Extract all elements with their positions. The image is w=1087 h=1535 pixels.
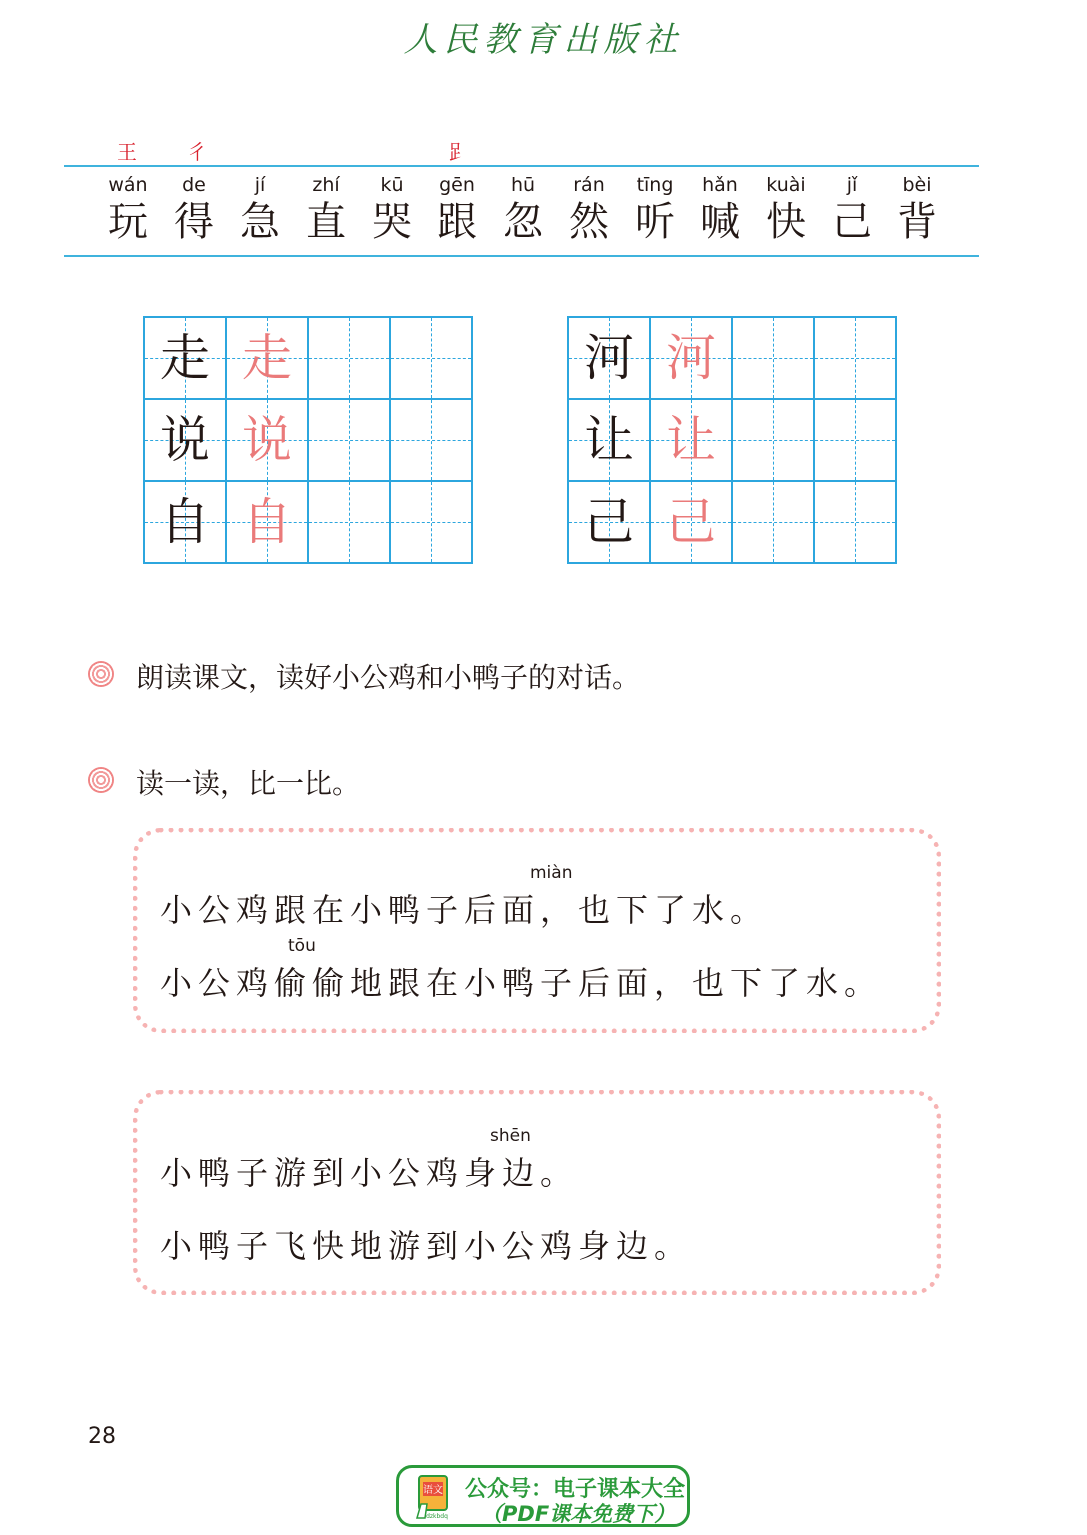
banner-line-1: 公众号：电子课本大全 bbox=[465, 1477, 686, 1502]
pinyin-annotation: miàn bbox=[530, 863, 573, 883]
instruction-read-aloud: 朗读课文，读好小公鸡和小鸭子的对话。 bbox=[136, 661, 641, 694]
grid-cell-blank[interactable] bbox=[390, 481, 472, 563]
grid-cell-trace: 说 bbox=[226, 399, 308, 481]
grid-cell-trace: 让 bbox=[650, 399, 732, 481]
radical-chi: 彳 bbox=[187, 140, 207, 164]
word-item: zhí 直 bbox=[306, 174, 346, 245]
svg-text:语文: 语文 bbox=[423, 1485, 443, 1496]
footer-banner[interactable] bbox=[396, 1465, 690, 1527]
grid-cell-blank[interactable] bbox=[308, 399, 390, 481]
grid-cell-blank[interactable] bbox=[390, 317, 472, 399]
word-list-top-line bbox=[64, 165, 979, 167]
grid-cell-model: 己 bbox=[568, 481, 650, 563]
grid-cell-trace: 自 bbox=[226, 481, 308, 563]
word-item: wán 玩 bbox=[108, 174, 148, 245]
word-item: jǐ 己 bbox=[832, 174, 872, 245]
grid-cell-blank[interactable] bbox=[814, 481, 896, 563]
pinyin-annotation: shēn bbox=[490, 1126, 531, 1146]
grid-cell-blank[interactable] bbox=[814, 317, 896, 399]
instruction-compare: 读一读，比一比。 bbox=[136, 767, 361, 800]
publisher-title: 人民教育出版社 bbox=[403, 20, 684, 60]
word-item: de 得 bbox=[174, 174, 214, 245]
word-item: tīng 听 bbox=[635, 174, 675, 245]
writing-grid-left bbox=[143, 316, 473, 564]
grid-cell-blank[interactable] bbox=[814, 399, 896, 481]
grid-cell-blank[interactable] bbox=[390, 399, 472, 481]
svg-text:dzkbdq: dzkbdq bbox=[426, 1513, 448, 1520]
book-icon bbox=[413, 1474, 453, 1520]
grid-cell-blank[interactable] bbox=[732, 481, 814, 563]
word-item: hū 忽 bbox=[503, 174, 543, 245]
page-number: 28 bbox=[88, 1424, 116, 1449]
grid-cell-model: 让 bbox=[568, 399, 650, 481]
word-item: jí 急 bbox=[240, 174, 280, 245]
banner-line-2: （PDF课本免费下） bbox=[481, 1502, 676, 1526]
compare-sentence: 小鸭子游到小公鸡身边。 bbox=[160, 1154, 579, 1192]
word-item: bèi 背 bbox=[897, 174, 937, 245]
grid-cell-model: 河 bbox=[568, 317, 650, 399]
compare-sentence: 小鸭子飞快地游到小公鸡身边。 bbox=[160, 1227, 693, 1265]
word-item: hǎn 喊 bbox=[700, 174, 740, 245]
grid-cell-blank[interactable] bbox=[308, 481, 390, 563]
word-item: gēn 跟 bbox=[437, 174, 477, 245]
writing-grid-right bbox=[567, 316, 897, 564]
grid-cell-trace: 河 bbox=[650, 317, 732, 399]
bullet-icon bbox=[88, 661, 114, 687]
grid-cell-blank[interactable] bbox=[732, 317, 814, 399]
grid-cell-model: 走 bbox=[144, 317, 226, 399]
word-item: kuài 快 bbox=[766, 174, 806, 245]
word-item: rán 然 bbox=[569, 174, 609, 245]
compare-sentence: 小公鸡偷偷地跟在小鸭子后面，也下了水。 bbox=[160, 964, 883, 1002]
grid-cell-trace: 己 bbox=[650, 481, 732, 563]
grid-cell-blank[interactable] bbox=[732, 399, 814, 481]
pinyin-annotation: tōu bbox=[288, 936, 316, 956]
grid-cell-model: 自 bbox=[144, 481, 226, 563]
word-item: kū 哭 bbox=[372, 174, 412, 245]
grid-cell-trace: 走 bbox=[226, 317, 308, 399]
radical-wang: 王 bbox=[117, 140, 137, 164]
compare-sentence: 小公鸡跟在小鸭子后面，也下了水。 bbox=[160, 891, 769, 929]
grid-cell-blank[interactable] bbox=[308, 317, 390, 399]
grid-cell-model: 说 bbox=[144, 399, 226, 481]
bullet-icon bbox=[88, 767, 114, 793]
word-list-bottom-line bbox=[64, 255, 979, 257]
radical-zu: 𧾷 bbox=[449, 140, 469, 164]
